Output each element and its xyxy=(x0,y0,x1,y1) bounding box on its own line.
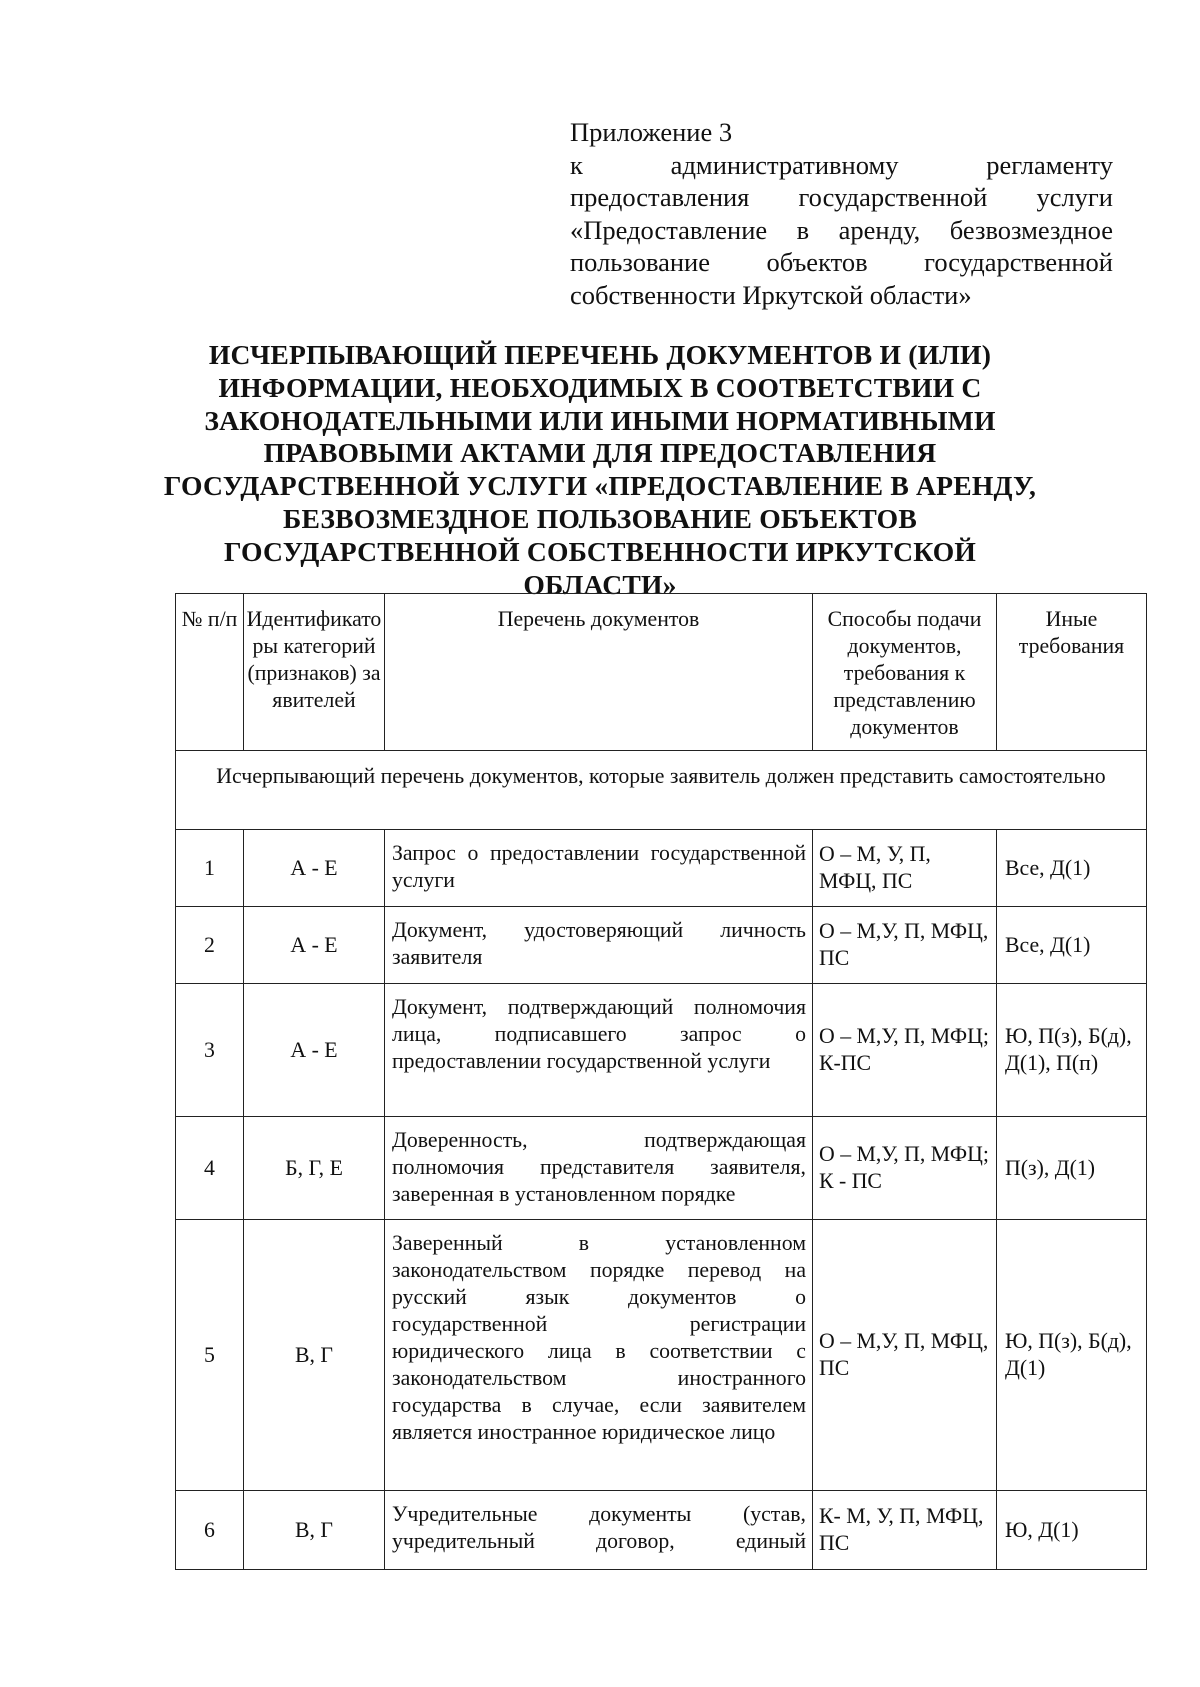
row-ways: О – М, У, П, МФЦ, ПС xyxy=(813,830,997,907)
row-num: 2 xyxy=(176,907,244,984)
row-docs: Документ, удостоверяющий личность заявителя xyxy=(385,907,813,984)
appendix-reference: к административному регламенту предоставления государственной услуги «Предоставление в аренду, безвозмездное пользование объектов государственной собственности Иркутской области» xyxy=(570,149,1113,310)
header-ways: Способы подачи документов, требования к представлению документов xyxy=(813,594,997,751)
row-docs: Доверенность, подтверждающая полномочия представителя заявителя, заверенная в установленном порядке xyxy=(385,1117,813,1220)
row-docs: Заверенный в установленном законодательством порядке перевод на русский язык документов о государственной регистрации юридического лица в соответствии с законодательством иностранного государства в случае, если заявителем является иностранное юридическое лицо xyxy=(385,1220,813,1491)
table-row xyxy=(176,907,1147,984)
row-docs: Документ, подтверждающий полномочия лица, подписавшего запрос о предоставлении государственной услуги xyxy=(385,984,813,1117)
header-num: № п/п xyxy=(176,594,244,751)
document-title xyxy=(150,339,1050,601)
row-category: В, Г xyxy=(244,1491,385,1570)
row-other: Все, Д(1) xyxy=(997,907,1147,984)
title-line: ПРАВОВЫМИ АКТАМИ ДЛЯ ПРЕДОСТАВЛЕНИЯ xyxy=(263,437,937,469)
table-row xyxy=(176,1220,1147,1491)
title-line: ГОСУДАРСТВЕННОЙ УСЛУГИ «ПРЕДОСТАВЛЕНИЕ В АРЕНДУ, xyxy=(163,470,1037,502)
title-line: ИНФОРМАЦИИ, НЕОБХОДИМЫХ В СООТВЕТСТВИИ С xyxy=(218,371,982,403)
row-num: 3 xyxy=(176,984,244,1117)
documents-table xyxy=(175,593,1147,1570)
title-line: ЗАКОНОДАТЕЛЬНЫМИ ИЛИ ИНЫМИ НОРМАТИВНЫМИ xyxy=(204,404,996,436)
header-docs: Перечень документов xyxy=(385,594,813,751)
row-category: Б, Г, Е xyxy=(244,1117,385,1220)
appendix-title: Приложение 3 xyxy=(570,117,733,147)
row-docs: Запрос о предоставлении государственной услуги xyxy=(385,830,813,907)
appendix-block xyxy=(570,116,1113,311)
row-ways: О – М,У, П, МФЦ; К - ПС xyxy=(813,1117,997,1220)
table-section-row xyxy=(176,751,1147,830)
row-ways: О – М,У, П, МФЦ, ПС xyxy=(813,907,997,984)
table-row xyxy=(176,1491,1147,1570)
table-row xyxy=(176,1117,1147,1220)
row-num: 5 xyxy=(176,1220,244,1491)
row-ways: К- М, У, П, МФЦ, ПС xyxy=(813,1491,997,1570)
row-other: П(з), Д(1) xyxy=(997,1117,1147,1220)
header-other: Иные требования xyxy=(997,594,1147,751)
row-ways: О – М,У, П, МФЦ; К-ПС xyxy=(813,984,997,1117)
row-docs: Учредительные документы (устав, учредительный договор, единый xyxy=(385,1491,813,1570)
title-line: БЕЗВОЗМЕЗДНОЕ ПОЛЬЗОВАНИЕ ОБЪЕКТОВ xyxy=(283,502,917,534)
row-num: 1 xyxy=(176,830,244,907)
table-header-row xyxy=(176,594,1147,751)
row-other: Ю, Д(1) xyxy=(997,1491,1147,1570)
header-category: Идентификаторы категорий (признаков) заявителей xyxy=(244,594,385,751)
section-caption: Исчерпывающий перечень документов, которые заявитель должен представить самостоятельно xyxy=(176,751,1147,830)
table-row xyxy=(176,984,1147,1117)
row-num: 4 xyxy=(176,1117,244,1220)
row-category: А - Е xyxy=(244,907,385,984)
row-other: Ю, П(з), Б(д), Д(1), П(п) xyxy=(997,984,1147,1117)
row-num: 6 xyxy=(176,1491,244,1570)
row-other: Ю, П(з), Б(д), Д(1) xyxy=(997,1220,1147,1491)
title-line: ИСЧЕРПЫВАЮЩИЙ ПЕРЕЧЕНЬ ДОКУМЕНТОВ И (ИЛИ) xyxy=(208,339,992,370)
row-ways: О – М,У, П, МФЦ, ПС xyxy=(813,1220,997,1491)
row-category: В, Г xyxy=(244,1220,385,1491)
row-category: А - Е xyxy=(244,830,385,907)
row-other: Все, Д(1) xyxy=(997,830,1147,907)
row-category: А - Е xyxy=(244,984,385,1117)
table-row xyxy=(176,830,1147,907)
title-line: ГОСУДАРСТВЕННОЙ СОБСТВЕННОСТИ ИРКУТСКОЙ ОБЛАСТИ» xyxy=(223,535,977,600)
